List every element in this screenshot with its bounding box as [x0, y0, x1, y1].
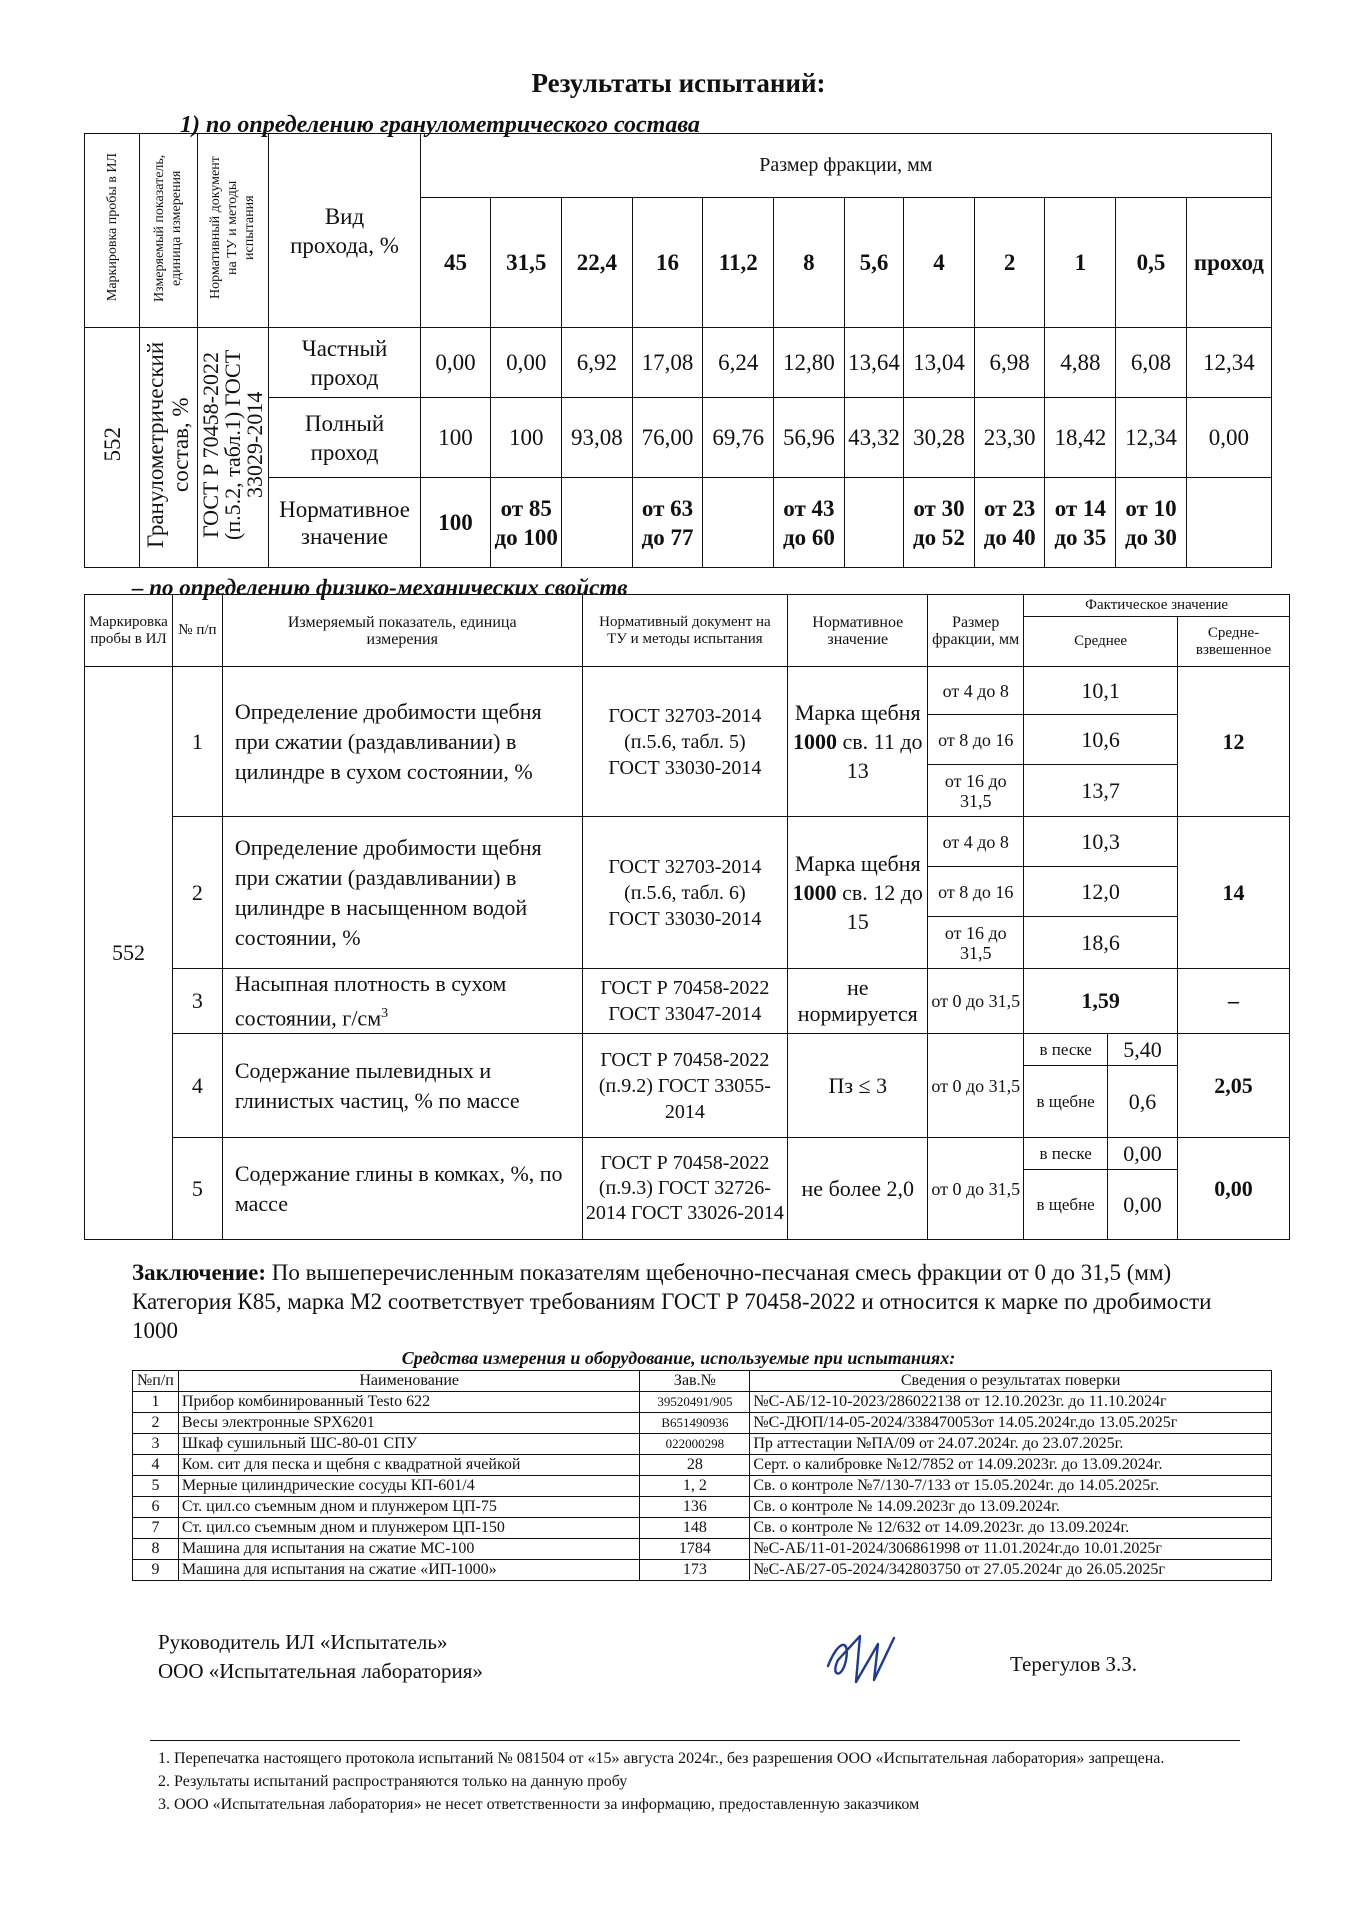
value-cell: 18,42 [1045, 398, 1116, 478]
cell: 4 [133, 1455, 179, 1476]
sub-value: 0,00 [1108, 1138, 1178, 1170]
value-cell [703, 478, 774, 568]
avg-cell: 10,3 [1024, 817, 1178, 867]
cell: Машина для испытания на сжатие «ИП-1000» [178, 1560, 640, 1581]
value-cell: 4,88 [1045, 328, 1116, 398]
value-cell: 12,34 [1116, 398, 1187, 478]
header-param: Измеряемый показатель, единица измерения [140, 134, 197, 328]
fraction-cell: от 16 до 31,5 [928, 765, 1024, 817]
item-param: Содержание глины в комках, %, по массе [222, 1138, 582, 1240]
cell: 28 [640, 1455, 750, 1476]
equipment-header [133, 1371, 1272, 1392]
size-cell: 16 [632, 198, 703, 328]
item-doc: ГОСТ Р 70458-2022 ГОСТ 33047-2014 [582, 969, 788, 1034]
cell: Весы электронные SPX6201 [178, 1413, 640, 1434]
param-cell: Гранулометрический состав, % [140, 328, 197, 568]
value-cell: от 23 до 40 [974, 478, 1045, 568]
avg-cell: 13,7 [1024, 765, 1178, 817]
value-cell: от 30 до 52 [904, 478, 975, 568]
footnote: 3. ООО «Испытательная лаборатория» не несет ответственности за информацию, предоставленную заказчиком [158, 1796, 920, 1813]
size-cell: 5,6 [844, 198, 903, 328]
cell: 7 [133, 1518, 179, 1539]
footnote-divider [150, 1740, 1240, 1741]
sub-value: 0,6 [1108, 1066, 1178, 1138]
cell: 8 [133, 1539, 179, 1560]
cell: №С-АБ/11-01-2024/306861998 от 11.01.2024г.до 10.01.2025г [750, 1539, 1272, 1560]
footnote: 2. Результаты испытаний распространяются только на данную пробу [158, 1773, 628, 1790]
avg-cell: 1,59 [1024, 969, 1178, 1034]
weighted-cell: 12 [1178, 667, 1290, 817]
value-cell: 6,24 [703, 328, 774, 398]
cell: Машина для испытания на сжатие МС-100 [178, 1539, 640, 1560]
table-row [133, 1455, 1272, 1476]
cell: 136 [640, 1497, 750, 1518]
item-doc: ГОСТ 32703-2014 (п.5.6, табл. 5) ГОСТ 33030-2014 [582, 667, 788, 817]
value-cell: 6,08 [1116, 328, 1187, 398]
cell: Ком. сит для песка и щебня с квадратной ячейкой [178, 1455, 640, 1476]
table-row [133, 1413, 1272, 1434]
item-norm: не более 2,0 [788, 1138, 928, 1240]
section1-heading: 1) по определению гранулометрического состава [180, 112, 700, 138]
row-label: Нормативное значение [269, 478, 420, 568]
cell: Св. о контроле №7/130-7/133 от 15.05.2024г. до 14.05.2025г. [750, 1476, 1272, 1497]
size-cell: 45 [420, 198, 491, 328]
value-cell: 0,00 [1186, 398, 1271, 478]
value-cell: 17,08 [632, 328, 703, 398]
value-cell: 0,00 [420, 328, 491, 398]
equipment-table [132, 1370, 1272, 1581]
value-cell: от 10 до 30 [1116, 478, 1187, 568]
sub-label: в щебне [1024, 1170, 1108, 1240]
signatory-name: Терегулов З.З. [1010, 1652, 1138, 1676]
size-cell: 1 [1045, 198, 1116, 328]
header-num: № п/п [172, 595, 222, 667]
cell: Св. о контроле № 14.09.2023г до 13.09.2024г. [750, 1497, 1272, 1518]
sample-id: 552 [85, 328, 140, 568]
header-sample: Маркировка пробы в ИЛ [85, 134, 140, 328]
cell: Серт. о калибровке №12/7852 от 14.09.2023г. до 13.09.2024г. [750, 1455, 1272, 1476]
sub-label: в щебне [1024, 1066, 1108, 1138]
row-label: Полный проход [269, 398, 420, 478]
header-param: Измеряемый показатель, единица измерения [222, 595, 582, 667]
value-cell: 6,98 [974, 328, 1045, 398]
size-cell: 8 [774, 198, 845, 328]
sub-value: 0,00 [1108, 1170, 1178, 1240]
value-cell: 12,34 [1186, 328, 1271, 398]
cell: 3 [133, 1434, 179, 1455]
cell: 1, 2 [640, 1476, 750, 1497]
cell: №С-АБ/27-05-2024/342803750 от 27.05.2024г до 26.05.2025г [750, 1560, 1272, 1581]
cell: B651490936 [640, 1413, 750, 1434]
fraction-cell: от 0 до 31,5 [928, 969, 1024, 1034]
item-param: Определение дробимости щебня при сжатии (раздавливании) в цилиндре в насыщенном водой состоянии, % [222, 817, 582, 969]
item-doc: ГОСТ Р 70458-2022 (п.9.2) ГОСТ 33055-2014 [582, 1034, 788, 1138]
size-cell: 4 [904, 198, 975, 328]
cell: 5 [133, 1476, 179, 1497]
signature-image [820, 1630, 910, 1695]
doc-cell: ГОСТ Р 70458-2022 (п.5.2, табл.1) ГОСТ 33029-2014 [197, 328, 269, 568]
header-actual: Фактическое значение [1024, 595, 1290, 617]
item-num: 5 [172, 1138, 222, 1240]
table-row [133, 1539, 1272, 1560]
item-norm: не нормируется [788, 969, 928, 1034]
item-norm: Пз ≤ 3 [788, 1034, 928, 1138]
size-cell: проход [1186, 198, 1271, 328]
footnotes [158, 1748, 1248, 1815]
page-title: Результаты испытаний: [531, 68, 826, 98]
avg-cell: 10,1 [1024, 667, 1178, 715]
table-row [133, 1434, 1272, 1455]
header-cell: Наименование [178, 1371, 640, 1392]
row-label: Частный проход [269, 328, 420, 398]
header-cell: Сведения о результатах поверки [750, 1371, 1272, 1392]
header-wavg: Средне-взвешенное [1178, 617, 1290, 667]
row-partial [85, 328, 1272, 398]
value-cell: от 14 до 35 [1045, 478, 1116, 568]
cell: 148 [640, 1518, 750, 1539]
header-cell: №п/п [133, 1371, 179, 1392]
conclusion-label: Заключение: [132, 1260, 267, 1285]
value-cell: 13,04 [904, 328, 975, 398]
table-row [133, 1392, 1272, 1413]
header-type: Вид прохода, % [269, 134, 420, 328]
header-doc: Нормативный документ на ТУ и методы испытания [582, 595, 788, 667]
cell: №С-АБ/12-10-2023/286022138 от 12.10.2023г. до 11.10.2024г [750, 1392, 1272, 1413]
value-cell: 43,32 [844, 398, 903, 478]
sub-label: в песке [1024, 1034, 1108, 1066]
fraction-cell: от 0 до 31,5 [928, 1034, 1024, 1138]
value-cell [844, 478, 903, 568]
cell: №С-ДЮП/14-05-2024/338470053от 14.05.2024г.до 13.05.2025г [750, 1413, 1272, 1434]
size-cell: 22,4 [562, 198, 633, 328]
item-norm: Марка щебня 1000 св. 11 до 13 [788, 667, 928, 817]
value-cell: 6,92 [562, 328, 633, 398]
item-num: 4 [172, 1034, 222, 1138]
cell: 1784 [640, 1539, 750, 1560]
header-norm: Нормативное значение [788, 595, 928, 667]
item-num: 3 [172, 969, 222, 1034]
cell: 1 [133, 1392, 179, 1413]
value-cell: 100 [420, 478, 491, 568]
item-num: 2 [172, 817, 222, 969]
value-cell: 56,96 [774, 398, 845, 478]
table-row [133, 1518, 1272, 1539]
table-row [133, 1560, 1272, 1581]
fraction-cell: от 0 до 31,5 [928, 1138, 1024, 1240]
avg-cell: 18,6 [1024, 917, 1178, 969]
value-cell: 23,30 [974, 398, 1045, 478]
cell: 39520491/905 [640, 1392, 750, 1413]
section2-heading: – по определению физико-механических свойств [132, 575, 628, 600]
cell: 2 [133, 1413, 179, 1434]
item-param: Содержание пылевидных и глинистых частиц, % по массе [222, 1034, 582, 1138]
fraction-cell: от 8 до 16 [928, 867, 1024, 917]
fraction-cell: от 4 до 8 [928, 667, 1024, 715]
value-cell: 76,00 [632, 398, 703, 478]
header-avg: Среднее [1024, 617, 1178, 667]
value-cell: 13,64 [844, 328, 903, 398]
item-num: 1 [172, 667, 222, 817]
sub-label: в песке [1024, 1138, 1108, 1170]
item-doc: ГОСТ 32703-2014 (п.5.6, табл. 6) ГОСТ 33030-2014 [582, 817, 788, 969]
fraction-cell: от 4 до 8 [928, 817, 1024, 867]
value-cell: от 43 до 60 [774, 478, 845, 568]
signatory-org: ООО «Испытательная лаборатория» [158, 1659, 483, 1683]
fraction-cell: от 16 до 31,5 [928, 917, 1024, 969]
size-cell: 31,5 [491, 198, 562, 328]
value-cell: 100 [491, 398, 562, 478]
cell: 9 [133, 1560, 179, 1581]
header-cell: Зав.№ [640, 1371, 750, 1392]
cell: Мерные цилиндрические сосуды КП-601/4 [178, 1476, 640, 1497]
cell: 022000298 [640, 1434, 750, 1455]
signatory-title: Руководитель ИЛ «Испытатель» [158, 1630, 448, 1654]
size-cell: 0,5 [1116, 198, 1187, 328]
item-norm: Марка щебня 1000 св. 12 до 15 [788, 817, 928, 969]
cell: Шкаф сушильный ШС-80-01 СПУ [178, 1434, 640, 1455]
cell: 173 [640, 1560, 750, 1581]
value-cell: 30,28 [904, 398, 975, 478]
item-param: Насыпная плотность в сухом состоянии, $г/см^3$ [222, 969, 582, 1034]
value-cell [562, 478, 633, 568]
granulometry-table [84, 133, 1272, 568]
value-cell [1186, 478, 1271, 568]
header-doc: Нормативный документ на ТУ и методы испытания [197, 134, 269, 328]
size-cell: 11,2 [703, 198, 774, 328]
properties-table [84, 594, 1290, 1240]
conclusion [132, 1258, 1252, 1345]
footnote: 1. Перепечатка настоящего протокола испытаний № 081504 от «15» августа 2024г., без разрешения ООО «Испытательная лаборатория» запрещена. [158, 1750, 1165, 1767]
value-cell: от 85 до 100 [491, 478, 562, 568]
fraction-cell: от 8 до 16 [928, 715, 1024, 765]
header-sample: Маркировка пробы в ИЛ [85, 595, 173, 667]
value-cell: 100 [420, 398, 491, 478]
sub-value: 5,40 [1108, 1034, 1178, 1066]
item-doc: ГОСТ Р 70458-2022 (п.9.3) ГОСТ 32726-2014 ГОСТ 33026-2014 [582, 1138, 788, 1240]
value-cell: 0,00 [491, 328, 562, 398]
cell: Ст. цил.со съемным дном и плунжером ЦП-150 [178, 1518, 640, 1539]
value-cell: 12,80 [774, 328, 845, 398]
table-row [133, 1497, 1272, 1518]
header-fraction: Размер фракции, мм [420, 134, 1271, 198]
weighted-cell: – [1178, 969, 1290, 1034]
weighted-cell: 2,05 [1178, 1034, 1290, 1138]
item-param: Определение дробимости щебня при сжатии (раздавливании) в цилиндре в сухом состоянии, % [222, 667, 582, 817]
value-cell: от 63 до 77 [632, 478, 703, 568]
conclusion-text: По вышеперечисленным показателям щебеночно-песчаная смесь фракции от 0 до 31,5 (мм) Категория К85, марка М2 соответствует требованиям ГОСТ Р 70458-2022 и относится к марке по дробимости 1000 [132, 1260, 1212, 1343]
weighted-cell: 14 [1178, 817, 1290, 969]
avg-cell: 12,0 [1024, 867, 1178, 917]
weighted-cell: 0,00 [1178, 1138, 1290, 1240]
equipment-heading: Средства измерения и оборудование, используемые при испытаниях: [401, 1348, 956, 1368]
header-fraction: Размер фракции, мм [928, 595, 1024, 667]
value-cell: 93,08 [562, 398, 633, 478]
avg-cell: 10,6 [1024, 715, 1178, 765]
cell: Прибор комбинированный Testo 622 [178, 1392, 640, 1413]
cell: Св. о контроле № 12/632 от 14.09.2023г. до 13.09.2024г. [750, 1518, 1272, 1539]
table-row [133, 1476, 1272, 1497]
cell: Ст. цил.со съемным дном и плунжером ЦП-75 [178, 1497, 640, 1518]
cell: Пр аттестации №ПА/09 от 24.07.2024г. до 23.07.2025г. [750, 1434, 1272, 1455]
signatory-block [158, 1628, 483, 1686]
sample-id: 552 [85, 667, 173, 1240]
cell: 6 [133, 1497, 179, 1518]
value-cell: 69,76 [703, 398, 774, 478]
size-cell: 2 [974, 198, 1045, 328]
